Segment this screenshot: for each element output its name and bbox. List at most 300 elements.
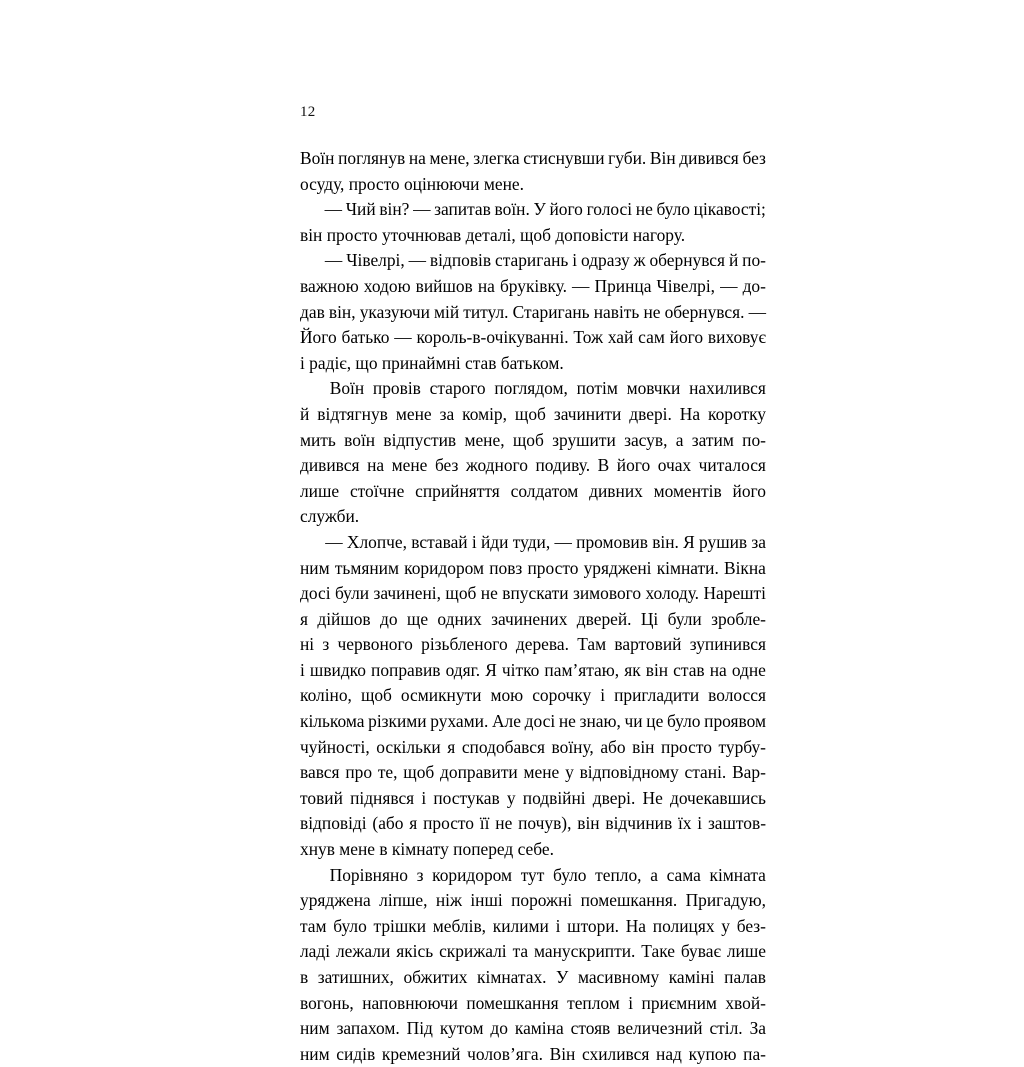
text-line bbox=[300, 914, 766, 940]
word: каміні bbox=[668, 967, 715, 987]
text-line bbox=[300, 683, 766, 709]
paragraph-indent bbox=[300, 863, 321, 889]
text-line bbox=[300, 556, 766, 582]
word: коліно, bbox=[300, 685, 352, 706]
word: стоїчне bbox=[349, 480, 405, 501]
word: чітко bbox=[501, 659, 540, 680]
word: як bbox=[624, 659, 641, 680]
word: без bbox=[742, 148, 766, 168]
word: поглядом, bbox=[494, 378, 568, 399]
word: було bbox=[333, 915, 367, 936]
word: він bbox=[632, 736, 655, 757]
word: цікавості; bbox=[693, 199, 766, 220]
word: я bbox=[409, 813, 418, 834]
word: старого bbox=[429, 378, 486, 399]
page-number: 12 bbox=[300, 104, 316, 120]
word: щоб bbox=[403, 762, 435, 783]
word: В bbox=[597, 455, 610, 476]
text-line bbox=[300, 607, 766, 633]
paragraph bbox=[300, 146, 766, 197]
word: у bbox=[721, 915, 730, 936]
word: обернувся. bbox=[664, 301, 745, 322]
word: зробле- bbox=[711, 608, 766, 629]
text-line bbox=[300, 786, 766, 812]
word: йди bbox=[481, 531, 509, 552]
word: сам bbox=[638, 327, 665, 348]
word: з bbox=[416, 864, 424, 885]
text-line bbox=[300, 735, 766, 761]
word: кутом bbox=[439, 1018, 484, 1039]
word: манускрипти. bbox=[534, 941, 636, 962]
word: дивився bbox=[679, 148, 739, 168]
word: зачинених bbox=[491, 608, 568, 629]
word: він, bbox=[328, 301, 356, 322]
word: сама bbox=[666, 864, 701, 885]
text-line bbox=[300, 811, 766, 837]
word: відтягнув bbox=[317, 403, 388, 424]
word: Воїн bbox=[329, 378, 365, 399]
word: до bbox=[380, 608, 398, 629]
word: кімнатах. bbox=[477, 967, 547, 987]
word: чолов’яга. bbox=[467, 1043, 543, 1064]
word: до bbox=[490, 1018, 508, 1039]
word: постукав bbox=[433, 787, 500, 808]
word: різкими bbox=[368, 711, 427, 732]
word: скрижалі bbox=[439, 941, 507, 962]
word: лише bbox=[726, 941, 766, 962]
word: Чівелрі, bbox=[346, 250, 405, 271]
word: вартовий bbox=[614, 634, 682, 655]
word: коридором bbox=[404, 557, 485, 578]
word: У bbox=[556, 967, 569, 987]
word: дав bbox=[300, 301, 325, 322]
word: він bbox=[645, 659, 669, 680]
word: дверей. bbox=[576, 608, 632, 629]
word: дивився bbox=[300, 455, 360, 476]
text-line bbox=[300, 1042, 766, 1067]
word: Там bbox=[577, 634, 607, 655]
text-line bbox=[300, 863, 766, 889]
word: поправив bbox=[371, 659, 441, 680]
word: відчинив bbox=[605, 813, 673, 834]
word: За bbox=[749, 1018, 766, 1039]
text-line bbox=[300, 197, 766, 223]
word: й bbox=[300, 403, 310, 424]
word: у bbox=[565, 762, 574, 783]
word: на bbox=[477, 275, 495, 296]
word: обернувся bbox=[649, 250, 726, 271]
word: Нарешті bbox=[703, 583, 766, 604]
word: сприйняття bbox=[415, 480, 500, 501]
word: відповіді bbox=[300, 813, 367, 834]
paragraph-indent bbox=[300, 197, 321, 223]
word: а bbox=[650, 864, 658, 885]
word: це bbox=[646, 711, 664, 732]
word: доправити bbox=[440, 762, 518, 783]
word: подиву. bbox=[535, 455, 591, 476]
word: вийшов bbox=[415, 275, 473, 296]
word: він. bbox=[652, 531, 679, 552]
word: було bbox=[656, 199, 690, 220]
word: Під bbox=[406, 1018, 433, 1039]
word: його bbox=[616, 455, 651, 476]
word: його bbox=[669, 327, 704, 348]
word: осмикнути bbox=[400, 685, 482, 706]
word: а bbox=[675, 429, 684, 450]
word: або bbox=[600, 736, 626, 757]
word: коротку bbox=[708, 403, 766, 424]
word: вався bbox=[300, 762, 340, 783]
word: Вікна bbox=[724, 557, 766, 578]
word: різьбленого bbox=[421, 634, 508, 655]
word: відповів bbox=[429, 250, 492, 271]
word: — bbox=[413, 199, 431, 220]
word: став bbox=[673, 659, 705, 680]
word: — bbox=[324, 250, 343, 271]
word: не bbox=[635, 199, 653, 220]
word: до- bbox=[742, 275, 766, 296]
word: одних bbox=[437, 608, 482, 629]
word: було bbox=[666, 711, 701, 732]
word: червоного bbox=[337, 634, 413, 655]
word: були bbox=[334, 583, 370, 604]
word: важною bbox=[300, 275, 359, 296]
paragraph-indent bbox=[300, 248, 321, 274]
word: я bbox=[447, 736, 456, 757]
word: палав bbox=[724, 967, 766, 987]
text-line: служби. bbox=[300, 506, 360, 527]
word: Ці bbox=[640, 608, 659, 629]
word: кімната bbox=[709, 864, 766, 885]
word: на bbox=[367, 455, 385, 476]
word: і bbox=[300, 659, 305, 680]
word: кремезний bbox=[381, 1043, 461, 1064]
word: виховує bbox=[707, 327, 766, 348]
word: ж bbox=[633, 250, 646, 271]
word: одне bbox=[731, 659, 766, 680]
word: щоб bbox=[445, 583, 477, 604]
word: Чівелрі, bbox=[656, 275, 716, 296]
word: і bbox=[628, 992, 634, 1013]
word: рухами. bbox=[430, 711, 489, 732]
word: титул. bbox=[463, 301, 509, 322]
word: мовчки bbox=[626, 378, 681, 399]
word: та bbox=[512, 941, 529, 962]
word: — bbox=[325, 531, 343, 552]
word: ним bbox=[300, 557, 330, 578]
word: на bbox=[408, 148, 426, 168]
word: ходою bbox=[363, 275, 411, 296]
word: і bbox=[697, 813, 703, 834]
word: зачинені, bbox=[373, 583, 441, 604]
word: голосі bbox=[586, 199, 633, 220]
word: дійшов bbox=[317, 608, 371, 629]
text-line: осуду, просто оцінюючи мене. bbox=[300, 173, 524, 194]
word: У bbox=[533, 199, 546, 220]
word: зупинився bbox=[689, 634, 766, 655]
word: губи. bbox=[608, 148, 647, 168]
word: На bbox=[625, 915, 647, 936]
word: буває bbox=[680, 941, 721, 962]
paragraph-indent bbox=[300, 530, 321, 556]
word: ним bbox=[300, 1043, 330, 1064]
word: очах bbox=[657, 455, 692, 476]
word: швидко bbox=[309, 659, 366, 680]
word: стояв bbox=[570, 1018, 611, 1039]
text-line bbox=[300, 709, 766, 735]
word: злегка bbox=[473, 148, 520, 168]
word: і bbox=[572, 250, 578, 271]
word: сидів bbox=[336, 1043, 376, 1064]
word: не bbox=[480, 583, 498, 604]
word: — bbox=[324, 199, 343, 220]
word: було bbox=[553, 864, 587, 885]
paragraph bbox=[300, 530, 766, 863]
word: ні bbox=[300, 634, 315, 655]
word: купою bbox=[688, 1043, 737, 1064]
word: знаю, bbox=[579, 711, 621, 732]
word: з bbox=[322, 634, 330, 655]
word: потім bbox=[576, 378, 618, 399]
word: указуючи bbox=[359, 301, 430, 322]
word: кількома bbox=[300, 711, 365, 732]
word: Таке bbox=[641, 941, 675, 962]
word: зрушити bbox=[552, 429, 616, 450]
word: подвійні bbox=[522, 787, 586, 808]
word: старигань bbox=[494, 250, 569, 271]
word: були bbox=[667, 608, 702, 629]
word: па- bbox=[743, 1043, 766, 1064]
word: без bbox=[434, 455, 459, 476]
text-line bbox=[300, 581, 766, 607]
word: вставай bbox=[411, 531, 468, 552]
word: запитав bbox=[434, 199, 491, 220]
word: досі bbox=[300, 583, 331, 604]
text-line bbox=[300, 888, 766, 914]
word: й bbox=[728, 250, 739, 271]
word: мій bbox=[434, 301, 460, 322]
word: — bbox=[720, 275, 738, 296]
word: теплом bbox=[567, 992, 620, 1013]
word: комір, bbox=[462, 403, 507, 424]
word: Принца bbox=[594, 275, 652, 296]
word: щоб bbox=[360, 685, 392, 706]
text-line bbox=[300, 658, 766, 684]
word: величезний bbox=[617, 1018, 703, 1039]
body-text-block bbox=[300, 146, 766, 1067]
word: він? bbox=[379, 199, 410, 220]
word: в bbox=[300, 967, 309, 987]
word: каміна bbox=[514, 1018, 564, 1039]
word: і bbox=[555, 915, 561, 936]
word: дивних bbox=[589, 480, 643, 501]
word: там bbox=[300, 915, 327, 936]
word: приємним bbox=[641, 992, 717, 1013]
text-line bbox=[300, 1016, 766, 1042]
word: ліпше, bbox=[379, 890, 428, 911]
word: порожні bbox=[511, 890, 573, 911]
word: товий bbox=[300, 787, 343, 808]
word: двері. bbox=[592, 787, 636, 808]
word: полицях bbox=[652, 915, 715, 936]
word: відпустив bbox=[383, 429, 457, 450]
text-line bbox=[300, 965, 766, 991]
word: стиснувши bbox=[523, 148, 605, 168]
word: провів bbox=[372, 378, 421, 399]
word: ще bbox=[406, 608, 429, 629]
word: Порівняно bbox=[329, 864, 408, 885]
word: затишних, bbox=[317, 967, 394, 987]
paragraph bbox=[300, 863, 766, 1067]
word: вогонь, bbox=[300, 992, 354, 1013]
word: пригладити bbox=[614, 685, 700, 706]
word: наповнюючи bbox=[362, 992, 458, 1013]
word: навіть bbox=[593, 301, 640, 322]
word: стані. bbox=[684, 762, 727, 783]
word: меблів, bbox=[432, 915, 487, 936]
text-line bbox=[300, 300, 766, 326]
word: щоб bbox=[512, 429, 544, 450]
word: Я bbox=[485, 659, 497, 680]
word: і bbox=[471, 531, 477, 552]
word: нахилився bbox=[689, 378, 766, 399]
word: — bbox=[748, 301, 766, 322]
paragraph bbox=[300, 197, 766, 248]
word: проявом bbox=[704, 711, 766, 732]
word: стіл. bbox=[709, 1018, 743, 1039]
word: воїн. bbox=[494, 199, 530, 220]
word: я bbox=[300, 608, 308, 629]
word: мене, bbox=[464, 429, 505, 450]
text-line bbox=[300, 325, 766, 351]
word: Він bbox=[549, 1043, 576, 1064]
word: про bbox=[345, 762, 373, 783]
word: мене, bbox=[429, 148, 470, 168]
text-line bbox=[300, 146, 766, 172]
word: оскільки bbox=[376, 736, 441, 757]
word: — bbox=[408, 250, 427, 271]
word: на bbox=[709, 659, 727, 680]
word: над bbox=[656, 1043, 682, 1064]
word: ладі bbox=[300, 941, 331, 962]
word: його bbox=[549, 199, 583, 220]
word: якісь bbox=[396, 941, 434, 962]
word: холоду. bbox=[645, 583, 700, 604]
word: воїн bbox=[344, 429, 376, 450]
paragraph-indent bbox=[300, 376, 321, 402]
word: Старигань bbox=[512, 301, 590, 322]
word: її bbox=[479, 813, 490, 834]
word: почув), bbox=[518, 813, 572, 834]
word: (або bbox=[372, 813, 404, 834]
text-line bbox=[300, 248, 766, 274]
word: моментів bbox=[653, 480, 722, 501]
word: солдатом bbox=[510, 480, 579, 501]
word: трішки bbox=[373, 915, 427, 936]
paragraph bbox=[300, 248, 766, 376]
word: жодного bbox=[465, 455, 528, 476]
word: воїну, bbox=[551, 736, 594, 757]
text-line bbox=[300, 939, 766, 965]
text-line bbox=[300, 453, 766, 479]
word: король-в-очікуванні. bbox=[416, 327, 569, 348]
text-line bbox=[300, 991, 766, 1017]
word: бруківку. bbox=[499, 275, 567, 296]
word: лише bbox=[300, 480, 340, 501]
word: Я bbox=[683, 531, 695, 552]
word: — bbox=[554, 531, 572, 552]
word: Не bbox=[642, 787, 663, 808]
word: засув, bbox=[624, 429, 668, 450]
word: коридором bbox=[432, 864, 513, 885]
word: Але bbox=[491, 711, 521, 732]
word: чи bbox=[624, 711, 643, 732]
word: тепло, bbox=[595, 864, 642, 885]
word: повз bbox=[489, 557, 523, 578]
word: одразу bbox=[580, 250, 630, 271]
word: схилився bbox=[582, 1043, 650, 1064]
word: без- bbox=[736, 915, 766, 936]
text-line bbox=[300, 530, 766, 556]
word: затим bbox=[691, 429, 734, 450]
word: одяг. bbox=[445, 659, 481, 680]
word: просто bbox=[423, 813, 474, 834]
word: рушив bbox=[699, 531, 748, 552]
word: інші bbox=[470, 890, 503, 911]
word: Вар- bbox=[732, 762, 766, 783]
word: за bbox=[439, 403, 455, 424]
word: двері. bbox=[629, 403, 672, 424]
word: уряджена bbox=[300, 890, 371, 911]
word: килими bbox=[492, 915, 549, 936]
text-line: хнув мене в кімнату поперед себе. bbox=[300, 839, 554, 860]
word: не bbox=[643, 301, 661, 322]
word: — bbox=[394, 327, 412, 348]
word: впускати bbox=[502, 583, 569, 604]
word: не bbox=[495, 813, 513, 834]
word: сорочку bbox=[532, 685, 592, 706]
word: Хлопче, bbox=[346, 531, 407, 552]
text-line: він просто уточнював деталі, щоб доповісти нагору. bbox=[300, 224, 686, 245]
word: дочекавшись bbox=[669, 787, 766, 808]
word: мене bbox=[395, 403, 432, 424]
word: по- bbox=[742, 250, 766, 271]
word: мою bbox=[490, 685, 524, 706]
text-line bbox=[300, 428, 766, 454]
word: за bbox=[751, 531, 766, 552]
word: відповідному bbox=[579, 762, 679, 783]
word: і bbox=[600, 685, 606, 706]
word: мене bbox=[391, 455, 428, 476]
word: турбу- bbox=[718, 736, 766, 757]
word: кімнати. bbox=[656, 557, 719, 578]
word: Він bbox=[649, 148, 676, 168]
word: просто bbox=[661, 736, 712, 757]
word: поглянув bbox=[338, 148, 406, 168]
word: зачинити bbox=[553, 403, 622, 424]
word: ним bbox=[300, 1018, 330, 1039]
word: зимового bbox=[573, 583, 642, 604]
word: Його bbox=[300, 327, 337, 348]
word: просто bbox=[527, 557, 579, 578]
word: ніж bbox=[435, 890, 462, 911]
word: досі bbox=[524, 711, 556, 732]
text-line: і радіє, що принаймні став батьком. bbox=[300, 352, 564, 373]
word: промовив bbox=[576, 531, 648, 552]
word: те, bbox=[377, 762, 398, 783]
word: батько bbox=[341, 327, 390, 348]
word: пам’ятаю, bbox=[544, 659, 620, 680]
